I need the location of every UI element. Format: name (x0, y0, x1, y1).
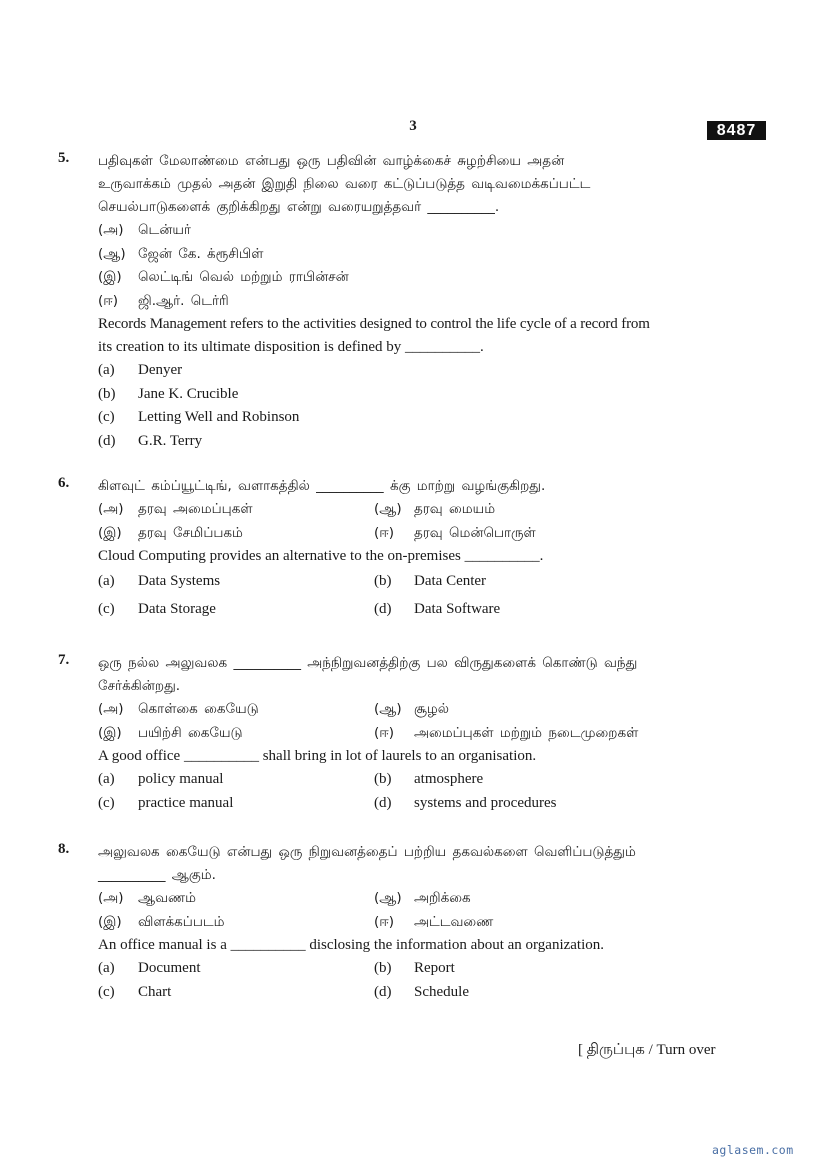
option-label: (b) (374, 573, 392, 589)
option-text: ஜேன் கே. க்ரூசிபிள் (138, 245, 264, 262)
option-label: (d) (374, 794, 392, 811)
option-label: (ஈ) (374, 524, 395, 541)
option-text: கொள்கை கையேடு (138, 701, 259, 717)
option-row-tamil (98, 911, 738, 935)
option-label: (அ) (98, 501, 124, 517)
option-text: ஆவணம் (138, 890, 197, 906)
option-tamil (374, 698, 650, 722)
option-text: டென்யர் (138, 222, 191, 238)
option-text: தரவு அமைப்புகள் (138, 501, 253, 517)
option-english (98, 957, 374, 981)
option-label: (அ) (98, 222, 124, 238)
question-number: 5. (58, 150, 70, 166)
question-text-tamil: கிளவுட் கம்ப்யூட்டிங், வளாகத்தில் __________ க்கு மாற்று வழங்குகிறது. (98, 478, 546, 494)
question-text-tamil: உருவாக்கம் முதல் அதன் இறுதி நிலை வரை கட்டுப்படுத்த வடிவமைக்கப்பட்ட (98, 176, 591, 192)
option-row-english (98, 981, 738, 1005)
option-text: policy manual (138, 771, 224, 787)
option-english (98, 981, 374, 1005)
question-7 (58, 652, 738, 815)
option-text: atmosphere (414, 771, 484, 787)
option-english (374, 594, 650, 624)
option-label: (ஆ) (98, 245, 126, 262)
question-5 (58, 150, 738, 453)
option-text: சூழல் (414, 701, 449, 717)
option-tamil (98, 266, 738, 290)
option-text: Document (138, 960, 201, 976)
option-row-english (98, 957, 738, 981)
paper-code-badge: 8487 (707, 121, 766, 140)
option-text: Schedule (414, 983, 469, 1000)
option-text: ஜி.ஆர். டெர்ரி (138, 292, 229, 309)
option-text: Data Center (414, 573, 487, 589)
question-text-tamil: சேர்க்கின்றது. (98, 678, 181, 694)
option-row-tamil (98, 498, 738, 522)
option-label: (இ) (98, 524, 122, 541)
option-label: (d) (374, 983, 392, 1000)
option-tamil (98, 522, 374, 546)
option-label: (c) (98, 794, 115, 811)
option-row-english (98, 768, 738, 792)
question-text-english: Cloud Computing provides an alternative to the on-premises __________. (98, 548, 544, 564)
option-text: Report (414, 960, 455, 976)
option-tamil (374, 911, 650, 935)
option-tamil (98, 698, 374, 722)
option-label: (d) (374, 601, 392, 617)
option-english (98, 768, 374, 792)
option-tamil (98, 290, 738, 314)
option-label: (c) (98, 601, 115, 617)
option-label: (ஈ) (374, 913, 395, 930)
question-text-tamil: செயல்பாடுகளைக் குறிக்கிறது என்று வரையறுத்தவர் __________. (98, 199, 500, 215)
option-row-tamil (98, 698, 738, 722)
question-number: 8. (58, 841, 70, 857)
question-text-english: its creation to its ultimate disposition is defined by __________. (98, 339, 484, 355)
watermark: aglasem.com (712, 1143, 794, 1157)
option-label: (இ) (98, 269, 122, 285)
option-text: Data Storage (138, 601, 216, 617)
option-label: (ஈ) (374, 724, 395, 741)
option-label: (d) (98, 432, 116, 449)
option-row-tamil (98, 887, 738, 911)
question-number: 7. (58, 652, 70, 668)
option-row-english (98, 594, 738, 624)
option-text: பயிற்சி கையேடு (138, 724, 243, 741)
option-label: (a) (98, 771, 115, 787)
option-english (98, 383, 738, 407)
option-label: (இ) (98, 913, 122, 930)
option-english (98, 406, 738, 430)
option-english (374, 792, 650, 816)
option-text: Chart (138, 983, 172, 1000)
option-english (374, 981, 650, 1005)
page-number: 3 (409, 118, 417, 134)
option-text: லெட்டிங் வெல் மற்றும் ராபின்சன் (138, 269, 349, 285)
option-text: Data Systems (138, 573, 221, 589)
option-text: Data Software (414, 601, 501, 617)
option-row-english (98, 568, 738, 594)
turn-over-note: [ திருப்புக / Turn over (578, 1042, 716, 1058)
question-6 (58, 475, 738, 624)
option-text: விளக்கப்படம் (138, 913, 225, 930)
option-english (98, 792, 374, 816)
option-label: (c) (98, 983, 115, 1000)
option-tamil (98, 243, 738, 267)
option-tamil (374, 887, 650, 911)
option-label: (a) (98, 362, 115, 378)
option-label: (அ) (98, 701, 124, 717)
option-text: G.R. Terry (138, 432, 203, 449)
option-tamil (98, 722, 374, 746)
option-tamil (374, 722, 650, 746)
option-text: Denyer (138, 362, 183, 378)
option-label: (ஆ) (374, 890, 402, 906)
option-tamil (374, 522, 650, 546)
option-label: (அ) (98, 890, 124, 906)
option-label: (c) (98, 409, 115, 425)
option-text: தரவு மென்பொருள் (414, 524, 536, 541)
option-english (98, 430, 738, 454)
option-text: அறிக்கை (414, 890, 471, 906)
question-text-english: Records Management refers to the activities designed to control the life cycle of a record from (98, 316, 650, 332)
option-english (374, 957, 650, 981)
option-row-tamil (98, 522, 738, 546)
option-text: Letting Well and Robinson (138, 409, 300, 425)
option-label: (b) (374, 960, 392, 976)
option-text: தரவு மையம் (414, 501, 496, 517)
option-label: (a) (98, 960, 115, 976)
option-text: practice manual (138, 794, 234, 811)
option-tamil (98, 219, 738, 243)
option-english (98, 359, 738, 383)
question-text-tamil: ஒரு நல்ல அலுவலக __________ அந்நிறுவனத்திற்கு பல விருதுகளைக் கொண்டு வந்து (98, 655, 638, 671)
question-number: 6. (58, 475, 70, 491)
question-text-tamil: __________ ஆகும். (98, 867, 216, 883)
option-label: (இ) (98, 724, 122, 741)
option-text: தரவு சேமிப்பகம் (138, 524, 243, 541)
option-text: அமைப்புகள் மற்றும் நடைமுறைகள் (414, 724, 639, 741)
option-row-tamil (98, 722, 738, 746)
option-english (374, 568, 650, 594)
option-label: (ஈ) (98, 292, 119, 309)
option-text: systems and procedures (414, 794, 557, 811)
question-text-english: A good office __________ shall bring in lot of laurels to an organisation. (98, 748, 537, 764)
option-label: (ஆ) (374, 501, 402, 517)
option-tamil (98, 887, 374, 911)
option-row-english (98, 792, 738, 816)
question-8 (58, 841, 738, 1004)
option-text: அட்டவணை (414, 913, 494, 930)
option-text: Jane K. Crucible (138, 385, 239, 402)
option-english (98, 594, 374, 624)
option-label: (b) (98, 385, 116, 402)
option-english (98, 568, 374, 594)
question-text-english: An office manual is a __________ disclosing the information about an organization. (98, 937, 605, 953)
option-tamil (98, 498, 374, 522)
option-label: (ஆ) (374, 701, 402, 717)
option-tamil (374, 498, 650, 522)
option-tamil (98, 911, 374, 935)
option-english (374, 768, 650, 792)
question-text-tamil: அலுவலக கையேடு என்பது ஒரு நிறுவனத்தைப் பற்றிய தகவல்களை வெளிப்படுத்தும் (98, 844, 636, 860)
question-text-tamil: பதிவுகள் மேலாண்மை என்பது ஒரு பதிவின் வாழ்க்கைச் சுழற்சியை அதன் (98, 153, 565, 169)
option-label: (a) (98, 573, 115, 589)
option-label: (b) (374, 771, 392, 787)
